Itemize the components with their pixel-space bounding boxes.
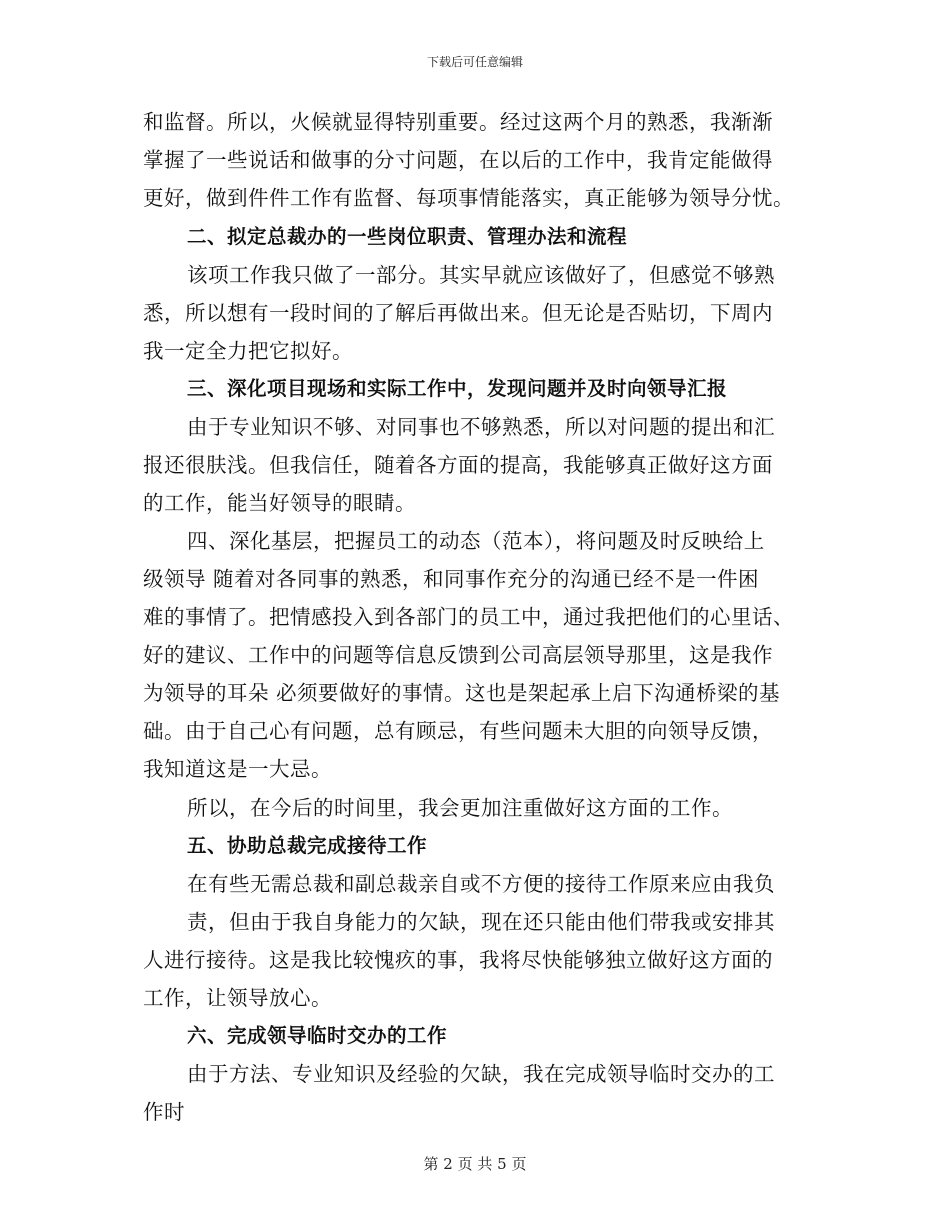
section-heading-5: 五、协助总裁完成接待工作 — [187, 834, 428, 857]
body-line: 报还很肤浅。但我信任，随着各方面的提高，我能够真正做好这方面 — [143, 453, 773, 477]
body-line: 更好，做到件件工作有监督、每项事情能落实，真正能够为领导分忧。 — [143, 186, 794, 210]
body-line: 所以，在今后的时间里，我会更加注重做好这方面的工作。 — [187, 796, 733, 820]
body-line: 由于专业知识不够、对同事也不够熟悉，所以对问题的提出和汇 — [187, 415, 775, 439]
body-line: 我知道这是一大忌。 — [143, 757, 332, 781]
section-heading-3: 三、深化项目现场和实际工作中，发现问题并及时向领导汇报 — [187, 377, 728, 400]
page-number: 第 2 页 共 5 页 — [423, 1155, 527, 1173]
body-line: 作时 — [143, 1100, 185, 1124]
body-line: 人进行接待。这是我比较愧疚的事，我将尽快能够独立做好这方面的 — [143, 948, 773, 972]
section-heading-2: 二、拟定总裁办的一些岗位职责、管理办法和流程 — [187, 225, 628, 248]
section-heading-6: 六、完成领导临时交办的工作 — [187, 1024, 448, 1047]
body-line: 级领导 随着对各同事的熟悉，和同事作充分的沟通已经不是一件困 — [143, 567, 760, 591]
body-line: 由于方法、专业知识及经验的欠缺，我在完成领导临时交办的工 — [187, 1062, 775, 1086]
body-line: 和监督。所以，火候就显得特别重要。经过这两个月的熟悉，我渐渐 — [143, 110, 773, 134]
body-line: 该项工作我只做了一部分。其实早就应该做好了，但感觉不够熟 — [187, 263, 775, 287]
body-line: 的工作，能当好领导的眼睛。 — [143, 491, 416, 515]
body-line: 四、深化基层，把握员工的动态（范本），将问题及时反映给上 — [187, 529, 765, 553]
page-header: 下载后可任意编辑 — [426, 55, 523, 69]
body-line: 悉，所以想有一段时间的了解后再做出来。但无论是否贴切，下周内 — [143, 301, 773, 325]
body-line: 难的事情了。把情感投入到各部门的员工中，通过我把他们的心里话、 — [143, 605, 794, 629]
body-line: 好的建议、工作中的问题等信息反馈到公司高层领导那里，这是我作 — [143, 643, 773, 667]
body-line: 掌握了一些说话和做事的分寸问题，在以后的工作中，我肯定能做得 — [143, 148, 773, 172]
body-line: 础。由于自己心有问题，总有顾忌，有些问题未大胆的向领导反馈， — [143, 719, 773, 743]
body-line: 工作，让领导放心。 — [143, 986, 332, 1010]
body-line: 为领导的耳朵 必须要做好的事情。这也是架起承上启下沟通桥梁的基 — [143, 681, 781, 705]
body-line: 责，但由于我自身能力的欠缺，现在还只能由他们带我或安排其 — [187, 910, 775, 934]
body-line: 在有些无需总裁和副总裁亲自或不方便的接待工作原来应由我负 — [187, 872, 775, 896]
body-line: 我一定全力把它拟好。 — [143, 339, 353, 363]
